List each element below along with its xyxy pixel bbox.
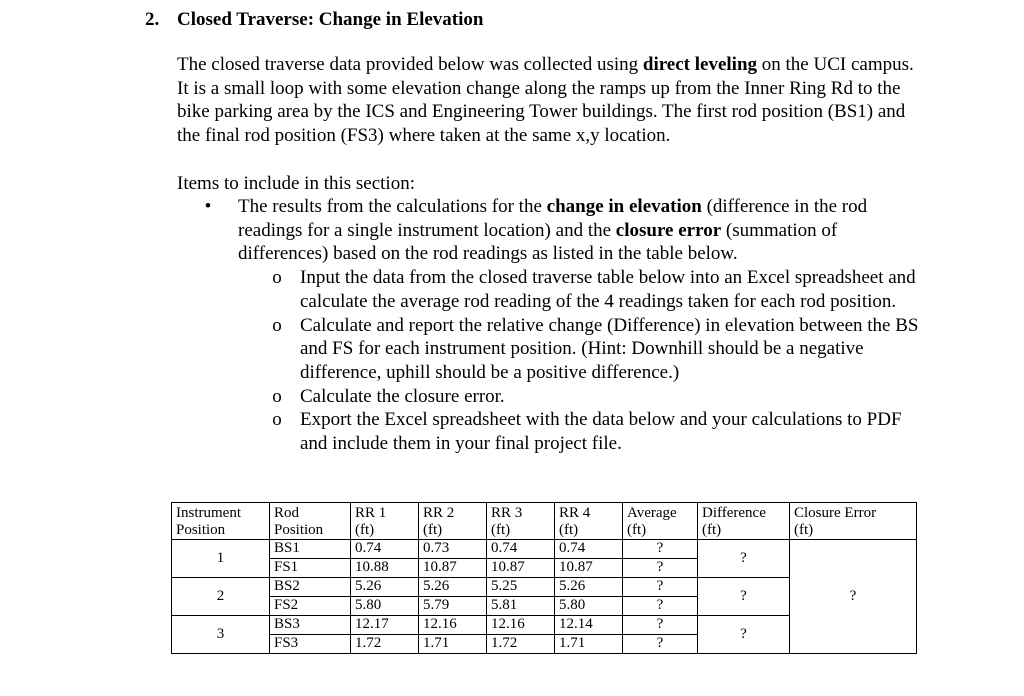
- intro-text-2: on the UCI campus. It is a small loop with some elevation change along the ramps up from the Inner Ring Rd to the bike parking area by the ICS and Engineering Tower buildings. The first rod position (BS1) and the final rod position (FS3) where taken at the same x,y location.: [177, 54, 914, 147]
- rr-cell: 12.17: [351, 616, 419, 635]
- bullet-text-1: The results from the calculations for the: [238, 196, 547, 217]
- difference-cell: ?: [698, 540, 790, 578]
- header-rr3: RR 3 (ft): [487, 503, 555, 540]
- rr-cell: 0.74: [487, 540, 555, 559]
- rr-cell: 5.26: [351, 578, 419, 597]
- rr-cell: 10.87: [419, 559, 487, 578]
- bullet-item: [200, 195, 920, 266]
- difference-cell: ?: [698, 578, 790, 616]
- section-number: 2.: [145, 9, 160, 30]
- rr-cell: 1.71: [555, 635, 623, 654]
- intro-paragraph: [177, 53, 917, 148]
- bullet-text-2: (difference in the rod readings for a single instrument location) and the: [238, 196, 868, 241]
- sub-item: [200, 314, 920, 385]
- sub-marker: o: [272, 267, 282, 289]
- sub-marker: o: [272, 385, 282, 407]
- instrument-position-cell: 2: [172, 578, 270, 616]
- intro-text-1: The closed traverse data provided below was collected using: [177, 54, 643, 75]
- section-heading: [145, 9, 483, 31]
- sub-item-text: Input the data from the closed traverse table below into an Excel spreadsheet and calculate the average rod reading of the 4 readings taken for each rod position.: [300, 267, 916, 312]
- sub-list: [200, 266, 920, 456]
- header-rr4: RR 4 (ft): [555, 503, 623, 540]
- rr-cell: 5.26: [419, 578, 487, 597]
- sub-item: [200, 408, 920, 455]
- rr-cell: 10.87: [487, 559, 555, 578]
- rr-cell: 5.25: [487, 578, 555, 597]
- average-cell: ?: [623, 616, 698, 635]
- sub-item: [200, 266, 920, 313]
- sub-marker: o: [272, 409, 282, 431]
- table-row: [172, 540, 917, 559]
- bullet-list: [200, 195, 920, 456]
- header-closure-error: Closure Error (ft): [790, 503, 917, 540]
- average-cell: ?: [623, 578, 698, 597]
- rod-position-cell: BS1: [270, 540, 351, 559]
- rr-cell: 1.72: [351, 635, 419, 654]
- average-cell: ?: [623, 597, 698, 616]
- rr-cell: 5.80: [555, 597, 623, 616]
- rr-cell: 10.87: [555, 559, 623, 578]
- rr-cell: 12.16: [487, 616, 555, 635]
- bullet-bold-closure-error: closure error: [615, 219, 722, 241]
- closure-error-cell: ?: [790, 540, 917, 654]
- rod-position-cell: FS1: [270, 559, 351, 578]
- header-instrument-position: Instrument Position: [172, 503, 270, 540]
- rr-cell: 5.79: [419, 597, 487, 616]
- bullet-text-3: (summation of differences) based on the rod readings as listed in the table below.: [238, 219, 838, 265]
- average-cell: ?: [623, 540, 698, 559]
- sub-item-text: Calculate and report the relative change (Difference) in elevation between the BS and FS for each instrument position. (Hint: Downhill should be a negative difference, uphill should be a positive difference.): [300, 314, 919, 383]
- rr-cell: 10.88: [351, 559, 419, 578]
- bullet-bold-change-in-elevation: change in elevation: [546, 196, 702, 217]
- rr-cell: 12.16: [419, 616, 487, 635]
- rr-cell: 1.71: [419, 635, 487, 654]
- section-title: Closed Traverse: Change in Elevation: [177, 9, 484, 30]
- table-header-row: [172, 503, 917, 540]
- header-average: Average (ft): [623, 503, 698, 540]
- header-rr1: RR 1 (ft): [351, 503, 419, 540]
- sub-item: [200, 385, 920, 409]
- difference-cell: ?: [698, 616, 790, 654]
- sub-item-text: Calculate the closure error.: [300, 385, 505, 407]
- intro-bold-direct-leveling: direct leveling: [642, 54, 758, 75]
- rod-position-cell: BS3: [270, 616, 351, 635]
- rr-cell: 5.80: [351, 597, 419, 616]
- closed-traverse-table: [171, 502, 917, 654]
- average-cell: ?: [623, 635, 698, 654]
- rod-position-cell: FS2: [270, 597, 351, 616]
- sub-marker: o: [272, 314, 282, 336]
- header-difference: Difference (ft): [698, 503, 790, 540]
- rr-cell: 0.74: [555, 540, 623, 559]
- rr-cell: 1.72: [487, 635, 555, 654]
- sub-item-text: Export the Excel spreadsheet with the data below and your calculations to PDF and include them in your final project file.: [300, 409, 902, 455]
- rod-position-cell: FS3: [270, 635, 351, 654]
- bullet-marker: •: [204, 196, 212, 217]
- header-rod-position: Rod Position: [270, 503, 351, 540]
- instrument-position-cell: 1: [172, 540, 270, 578]
- items-label: Items to include in this section:: [177, 173, 415, 194]
- rr-cell: 5.26: [555, 578, 623, 597]
- rr-cell: 12.14: [555, 616, 623, 635]
- rod-position-cell: BS2: [270, 578, 351, 597]
- header-rr2: RR 2 (ft): [419, 503, 487, 540]
- rr-cell: 0.73: [419, 540, 487, 559]
- instrument-position-cell: 3: [172, 616, 270, 654]
- rr-cell: 5.81: [487, 597, 555, 616]
- average-cell: ?: [623, 559, 698, 578]
- rr-cell: 0.74: [351, 540, 419, 559]
